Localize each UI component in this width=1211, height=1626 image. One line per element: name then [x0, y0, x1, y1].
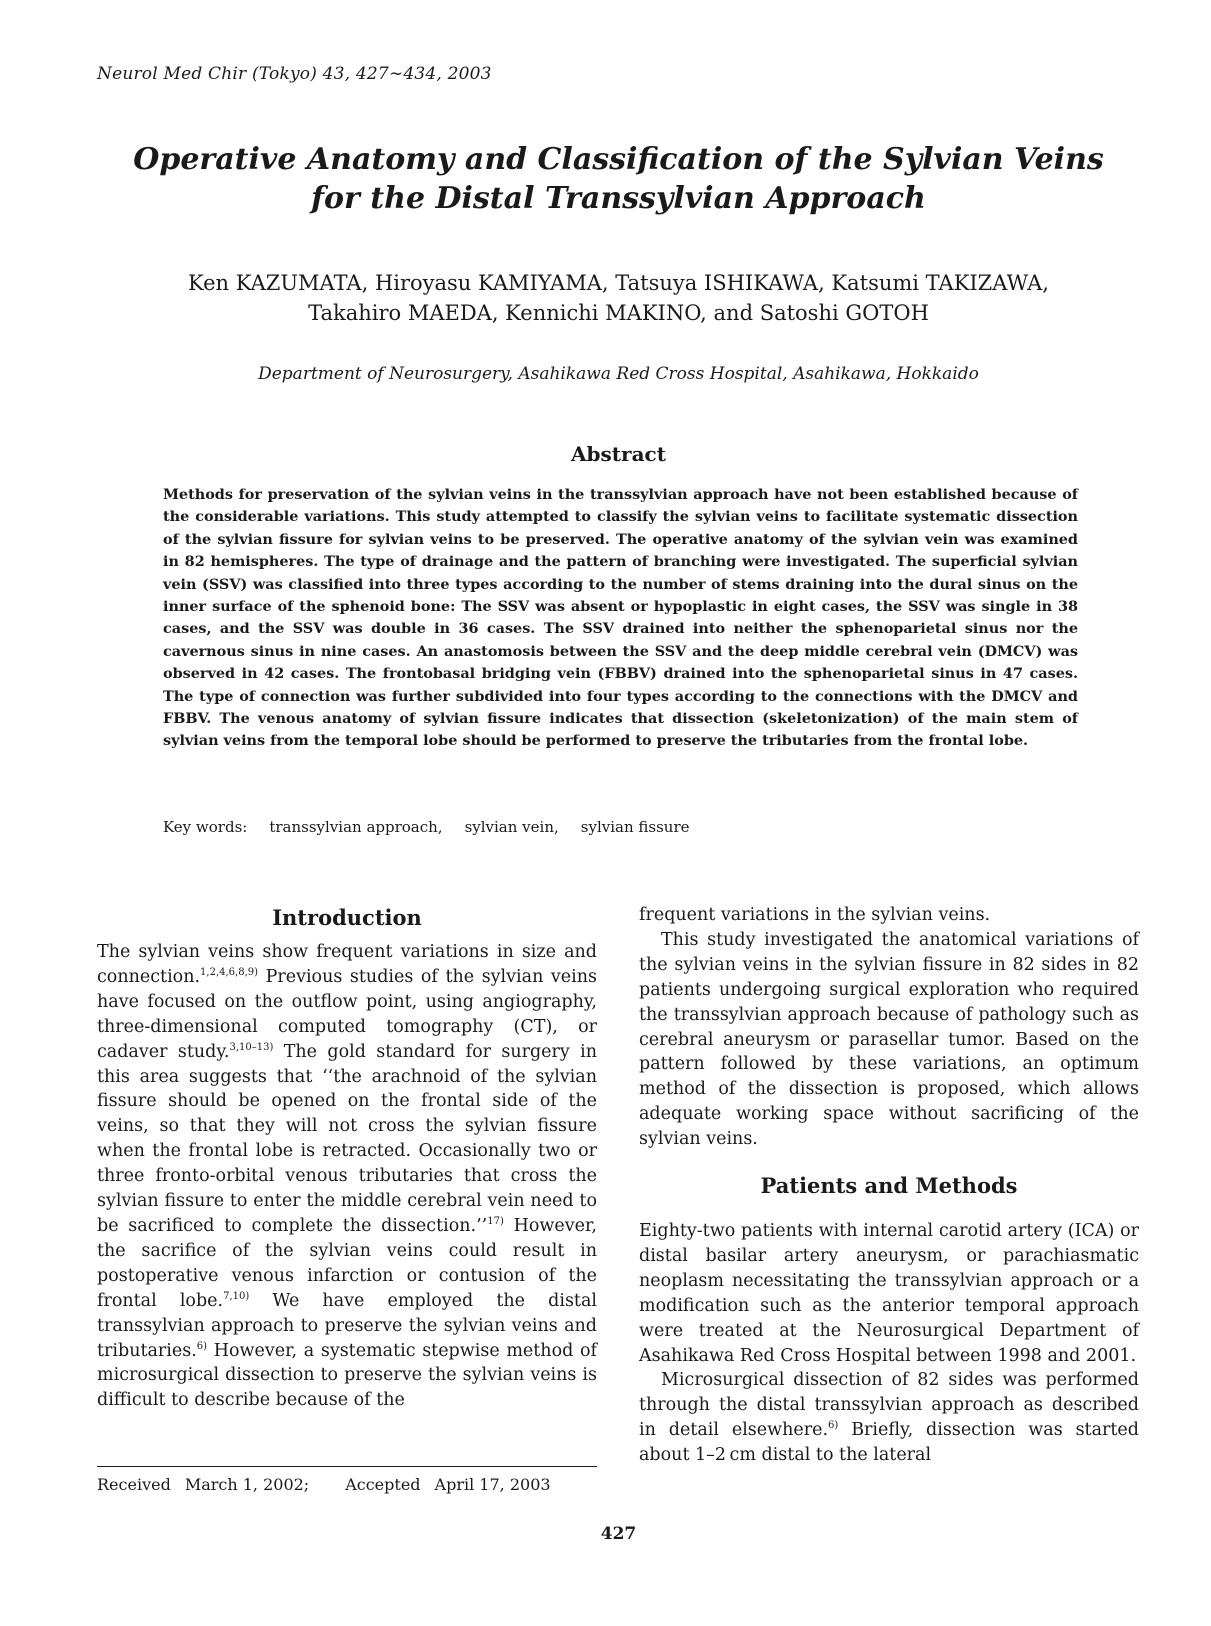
citation-ref: 17)	[487, 1215, 504, 1227]
article-title	[97, 140, 1140, 218]
title-line-2: for the Distal Transsylvian Approach	[311, 181, 926, 216]
introduction-paragraph-1-continued: frequent variations in the sylvian veins.	[639, 905, 991, 925]
citation-ref: 6)	[196, 1340, 208, 1352]
affiliation: Department of Neurosurgery, Asahikawa Red Cross Hospital, Asahikawa, Hokkaido	[258, 364, 979, 384]
keyword-item: sylvian vein,	[464, 818, 559, 836]
authors-line-1: Ken KAZUMATA, Hiroyasu KAMIYAMA, Tatsuya ISHIKAWA, Katsumi TAKIZAWA,	[188, 271, 1049, 295]
introduction-paragraph-2: This study investigated the anatomical variations of the sylvian veins in the sylvian fissure in 82 sides in 82 patients undergoing surgical exploration who required the transsylvian approach because of pathology such as cerebral aneurysm or parasellar tumor. Based on the pattern followed by these variations, an optimum method of the dissection is proposed, which allows adequate working space without sacrificing of the sylvian veins.	[639, 929, 1139, 1150]
citation-ref: 1,2,4,6,8,9)	[200, 966, 259, 978]
received-label: Received	[97, 1475, 171, 1494]
authors-line-2: Takahiro MAEDA, Kennichi MAKINO, and Satoshi GOTOH	[308, 301, 929, 325]
citation-ref: 6)	[828, 1420, 839, 1432]
accepted-label: Accepted	[345, 1475, 421, 1494]
page-number: 427	[600, 1524, 637, 1544]
citation-ref: 3,10–13)	[229, 1041, 274, 1053]
keyword-item: transsylvian approach,	[269, 818, 443, 836]
left-column	[97, 940, 597, 1413]
abstract-text: Methods for preservation of the sylvian veins in the transsylvian approach have not been established because of the considerable variations. This study attempted to classify the sylvian veins to facilitate systematic dissection of the sylvian fissure for sylvian veins to be preserved. The operative anatomy of the sylvian vein was examined in 82 hemispheres. The type of drainage and the pattern of branching were investigated. The superficial sylvian vein (SSV) was classified into three types according to the number of stems draining into the dural sinus on the inner surface of the sphenoid bone: The SSV was absent or hypoplastic in eight cases, the SSV was single in 38 cases, and the SSV was double in 36 cases. The SSV drained into neither the sphenoparietal sinus nor the cavernous sinus in nine cases. An anastomosis between the SSV and the deep middle cerebral vein (DMCV) was observed in 42 cases. The frontobasal bridging vein (FBBV) drained into the sphenoparietal sinus in 47 cases. The type of connection was further subdivided into four types according to the connections with the DMCV and FBBV. The venous anatomy of sylvian fissure indicates that dissection (skeletonization) of the main stem of sylvian veins from the temporal lobe should be performed to preserve the tributaries from the frontal lobe.	[163, 486, 1078, 750]
methods-paragraph-2: Microsurgical dissection of 82 sides was performed through the distal transsylvian approach as described in detail elsewhere.$^{6)}$ Briefly, dissection was started about 1–2 cm distal to the lateral	[639, 1370, 1139, 1466]
citation-ref: 7,10)	[223, 1290, 250, 1302]
abstract-heading: Abstract	[571, 442, 666, 466]
keywords	[163, 818, 712, 836]
methods-paragraph-1: Eighty-two patients with internal carotid artery (ICA) or distal basilar artery aneurysm, or parachiasmatic neoplasm necessitating the transsylvian approach or a modification such as the anterior temporal approach were treated at the Neurosurgical Department of Asahikawa Red Cross Hospital between 1998 and 2001.	[639, 1220, 1139, 1366]
introduction-heading: Introduction	[272, 905, 422, 930]
keyword-item: sylvian fissure	[580, 818, 690, 836]
author-list	[97, 268, 1140, 328]
patients-methods-heading: Patients and Methods	[760, 1173, 1018, 1199]
footnote-divider	[97, 1466, 597, 1467]
keywords-label: Key words:	[163, 818, 248, 836]
accepted-date: April 17, 2003	[434, 1475, 551, 1494]
journal-citation: Neurol Med Chir (Tokyo) 43, 427∼434, 2003	[97, 64, 492, 84]
received-accepted-note	[97, 1475, 587, 1494]
received-date: March 1, 2002;	[184, 1475, 310, 1494]
title-line-1: Operative Anatomy and Classification of the Sylvian Veins	[133, 142, 1104, 177]
right-column	[639, 903, 1139, 1468]
introduction-paragraph-1: The sylvian veins show frequent variations in size and connection.$^{1,2,4,6,8,9)}$ Previous studies of the sylvian veins have focused on the outflow point, using angiography, three-dimensional computed tomography (CT), or cadaver study.$^{3,10-13)}$ The gold standard for surgery in this area suggests that ‘‘the arachnoid of the sylvian fissure should be opened on the frontal side of the veins, so that they will not cross the sylvian fissure when the frontal lobe is retracted. Occasionally two or three fronto-orbital venous tributaries that cross the sylvian fissure to enter the middle cerebral vein need to be sacrificed to complete the dissection.’’$^{17)}$ However, the sacrifice of the sylvian veins could result in postoperative venous infarction or contusion of the frontal lobe.$^{7,10)}$ We have employed the distal transsylvian approach to preserve the sylvian veins and tributaries.$^{6)}$ However, a systematic stepwise method of microsurgical dissection to preserve the sylvian veins is difficult to describe because of the	[97, 942, 598, 1411]
